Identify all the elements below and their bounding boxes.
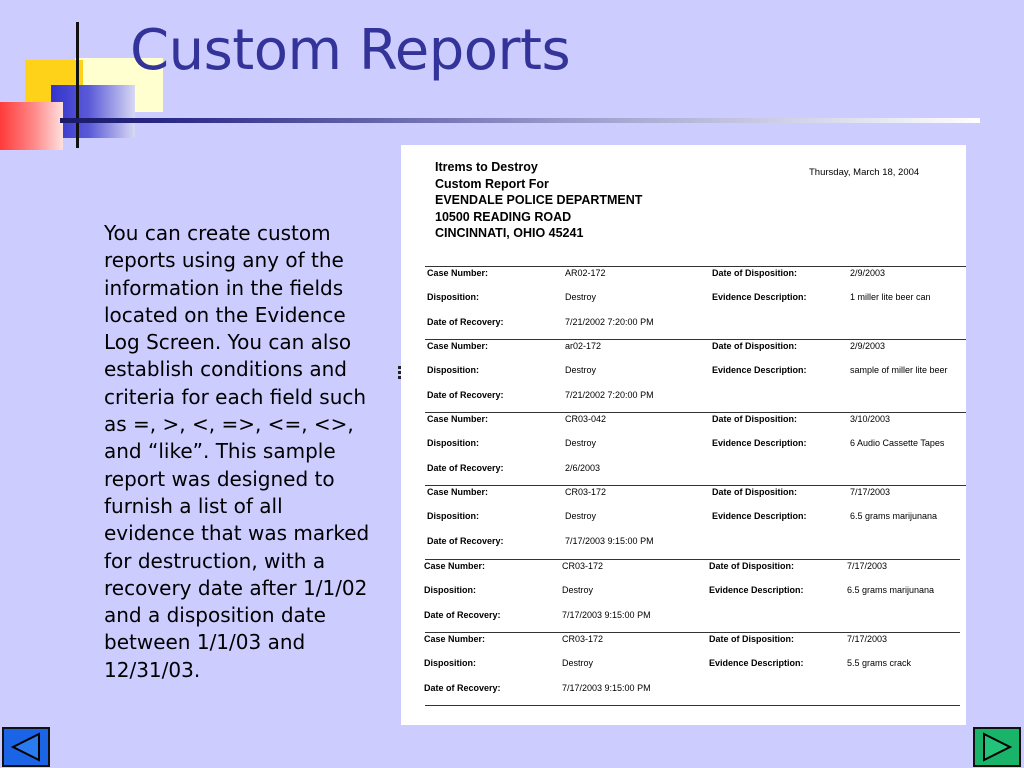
report-record [401,632,966,705]
record-label-evidence-description: Evidence Description: [712,438,807,448]
record-value-date-of-disposition: 2/9/2003 [850,341,886,351]
record-label-evidence-description: Evidence Description: [712,365,807,375]
record-label-date-of-disposition: Date of Disposition: [712,268,797,278]
record-label-evidence-description: Evidence Description: [712,292,807,302]
slide-body-text: You can create custom reports using any of the information in the fields located on the Evidence Log Screen. You can also establish conditions and criteria for each field such as =, >, <, =>, <=, <>, and “like”. This sample report was designed to furnish a list of all evidence that was marked for destruction, with a recovery date after 1/1/02 and a disposition date between 1/1/03 and 12/31/03. [104,221,370,682]
record-value-case-number: CR03-172 [565,487,607,497]
record-label-date-of-recovery: Date of Recovery: [427,536,504,546]
record-label-case-number: Case Number: [424,561,486,571]
record-value-date-of-disposition: 7/17/2003 [850,487,891,497]
record-value-case-number: AR02-172 [565,268,606,278]
record-value-disposition: Destroy [565,292,597,302]
record-label-case-number: Case Number: [427,414,489,424]
next-slide-button[interactable] [973,727,1021,767]
report-date: Thursday, March 18, 2004 [809,167,920,178]
record-label-date-of-disposition: Date of Disposition: [712,487,797,497]
record-value-case-number: ar02-172 [565,341,602,351]
record-value-disposition: Destroy [562,658,594,668]
report-header-line: CINCINNATI, OHIO 45241 [435,226,584,240]
record-value-evidence-description: 6.5 grams marijunana [847,585,935,595]
record-label-date-of-recovery: Date of Recovery: [424,610,501,620]
report-header [435,159,642,242]
record-rule [425,559,960,560]
record-rule [425,339,966,340]
slide-title: Custom Reports [130,18,571,83]
record-value-evidence-description: 6 Audio Cassette Tapes [850,438,945,448]
record-label-case-number: Case Number: [427,268,489,278]
record-label-case-number: Case Number: [427,341,489,351]
record-value-date-of-recovery: 7/21/2002 7:20:00 PM [565,390,654,400]
record-label-date-of-disposition: Date of Disposition: [709,561,794,571]
record-label-case-number: Case Number: [424,634,486,644]
record-label-evidence-description: Evidence Description: [709,585,804,595]
record-value-date-of-disposition: 2/9/2003 [850,268,886,278]
report-end-rule [425,705,960,706]
record-label-disposition: Disposition: [424,585,476,595]
record-value-disposition: Destroy [565,511,597,521]
record-value-disposition: Destroy [565,438,597,448]
report-record [401,559,966,632]
record-value-case-number: CR03-172 [562,561,604,571]
record-label-date-of-disposition: Date of Disposition: [712,414,797,424]
record-label-date-of-recovery: Date of Recovery: [427,463,504,473]
record-value-date-of-disposition: 7/17/2003 [847,561,888,571]
record-rule [425,266,966,267]
record-value-date-of-recovery: 7/17/2003 9:15:00 PM [565,536,654,546]
logo-blue-square [51,85,135,138]
record-rule [425,412,966,413]
report-header-line: 10500 READING ROAD [435,209,572,224]
record-value-date-of-recovery: 2/6/2003 [565,463,601,473]
record-label-case-number: Case Number: [427,487,489,497]
record-label-evidence-description: Evidence Description: [712,511,807,521]
record-value-disposition: Destroy [562,585,594,595]
record-label-disposition: Disposition: [427,438,479,448]
record-label-disposition: Disposition: [427,292,479,302]
report-header-line: Custom Report For [435,176,549,191]
record-value-date-of-disposition: 7/17/2003 [847,634,888,644]
record-label-date-of-recovery: Date of Recovery: [424,683,501,693]
record-value-evidence-description: 1 miller lite beer can [850,292,931,302]
logo-red-square [0,102,63,150]
triangle-left-icon [9,732,43,762]
record-value-date-of-recovery: 7/17/2003 9:15:00 PM [562,683,651,693]
record-value-disposition: Destroy [565,365,597,375]
record-value-evidence-description: 6.5 grams marijunana [850,511,938,521]
report-header-line: EVENDALE POLICE DEPARTMENT [435,193,643,207]
record-value-evidence-description: 5.5 grams crack [847,658,912,668]
record-label-date-of-recovery: Date of Recovery: [427,390,504,400]
report-header-line: Itrems to Destroy [435,160,538,174]
title-underline [60,118,980,123]
report-record [401,412,966,485]
record-value-case-number: CR03-172 [562,634,604,644]
record-label-date-of-recovery: Date of Recovery: [427,317,504,327]
record-value-case-number: CR03-042 [565,414,607,424]
report-image [401,145,966,725]
record-rule [425,485,966,486]
record-label-evidence-description: Evidence Description: [709,658,804,668]
triangle-right-icon [980,732,1014,762]
record-value-date-of-recovery: 7/21/2002 7:20:00 PM [565,317,654,327]
record-value-date-of-disposition: 3/10/2003 [850,414,891,424]
record-label-disposition: Disposition: [424,658,476,668]
record-value-date-of-recovery: 7/17/2003 9:15:00 PM [562,610,651,620]
record-label-disposition: Disposition: [427,365,479,375]
previous-slide-button[interactable] [2,727,50,767]
record-value-evidence-description: sample of miller lite beer [850,365,948,375]
report-record [401,266,966,339]
record-rule [425,632,960,633]
logo-vertical-line [76,22,79,148]
report-record [401,485,966,558]
record-label-date-of-disposition: Date of Disposition: [709,634,794,644]
report-record [401,339,966,412]
record-label-disposition: Disposition: [427,511,479,521]
record-label-date-of-disposition: Date of Disposition: [712,341,797,351]
